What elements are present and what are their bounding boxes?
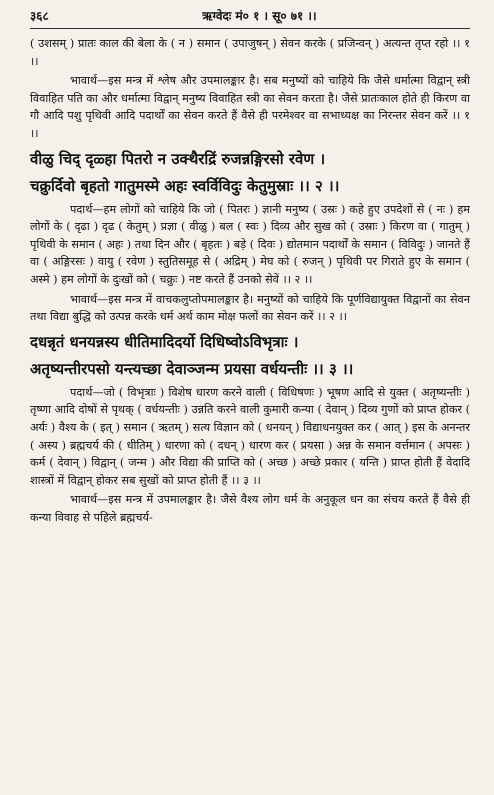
mantra-3-line-2: अतृष्यन्तीरपसो यन्त्यच्छा देवाञ्जन्म प्रयसा वर्धयन्तीः ।। ३ ।। bbox=[30, 359, 354, 378]
mantra-2-line-2: चक्रुर्दिवो बृहतो गातुमस्मे अहः स्वर्विविदुः केतुमुस्राः ।। २ ।। bbox=[30, 176, 340, 195]
padartha-2: पदार्थ—हम लोगों को चाहिये कि जो ( पितरः ) ज्ञानी मनुष्य ( उस्रः ) कहे हुए उपदेशों से ( नः ) हम लोगों के ( दृढा ) दृढ ( केतुम् ) प्रज्ञा ( वीळु ) बल ( स्वः ) दिव्य और सुख को ( उस्राः ) किरण वा ( गातुम् ) पृथिवी के समान ( अहः ) तथा दिन और ( बृहतः ) बड़े ( दिवः ) द्योतमान पदार्थों के समान ( विविदुः ) जानते हैं वा ( अङ्गिरसः ) वायु ( रवेण ) स्तुतिसमूह से ( अद्रिम् ) मेघ को ( रुजन् ) पृथिवी पर गिराते हुए के समान ( अस्मे ) हम लोगों के दुःखों को ( चक्रुः ) नष्ट करते हैं उनको सेवें ।। २ ।। bbox=[30, 202, 470, 286]
header-rule bbox=[30, 28, 470, 29]
running-title: ऋग्वेदः मं० १ । सू० ७१ ।। bbox=[202, 8, 317, 23]
bhavartha-3: भावार्थ—इस मन्त्र में उपमालङ्कार है। जैसे वैश्य लोग धर्म के अनुकूल धन का संचय करते हैं वैसे ही कन्या विवाह से पहिले ब्रह्मचर्य- bbox=[30, 493, 471, 524]
padartha-3: पदार्थ—जो ( विभृत्राः ) विशेष धारण करने वाली ( विधिषणः ) भूषण आदि से युक्त ( अतृष्यन्तीः ) तृष्णा आदि दोषों से पृथक् ( वर्धयन्तीः ) उन्नति करने वाली कुमारी कन्या ( देवान् ) दिव्य गुणों को प्राप्त होकर ( अर्यः ) वैश्य के ( इत् ) समान ( ऋतम् ) सत्य विज्ञान को ( धनयन् ) विद्याधनयुक्त कर ( आत् ) इस के अनन्तर ( अस्य ) ब्रह्मचर्य की ( धीतिम् ) धारणा को ( दधन् ) धारण कर ( प्रयसा ) अन्न के समान वर्त्तमान ( अपसः ) कर्म ( देवान् ) विद्वान् ( जन्म ) और विद्या की प्राप्ति को ( अच्छ ) अच्छे प्रकार ( यन्ति ) प्राप्त होती हैं वेदादि शास्त्रों में विद्वान् होकर सब सुखों को प्राप्त होती हैं ।। ३ ।। bbox=[30, 385, 470, 487]
bhavartha-2: भावार्थ—इस मन्त्र में वाचकलुप्तोपमालङ्कार है। मनुष्यों को चाहिये कि पूर्णविद्यायुक्त विद्वानों का सेवन तथा विद्या बुद्धि को उत्पन्न करके धर्म अर्थ काम मोक्ष फलों का सेवन करें ।। २ ।। bbox=[30, 292, 470, 324]
page-header bbox=[30, 4, 470, 26]
bhavartha-1: भावार्थ—इस मन्त्र में श्लेष और उपमालङ्कार है। सब मनुष्यों को चाहिये कि जैसे धर्मात्मा विद्वान् स्त्री विवाहित पति का और धर्मात्मा विद्वान् मनुष्य विवाहित स्त्री का सेवन करता है। जैसे प्रातःकाल होते ही किरण वा गौ आदि पशु पृथिवी आदि पदार्थों का सेवन करते हैं वैसे ही परमेश्वर वा सभाध्यक्ष का निरन्तर सेवन करें ।। १ ।। bbox=[30, 74, 470, 140]
page-number: ३६८ bbox=[30, 8, 49, 23]
padartha-continuation: ( उशसम् ) प्रातः काल की बेला के ( न ) समान ( उपाजुषन् ) सेवन करके ( प्रजिन्वन् ) अत्यन्त तृप्त रहो ।। १ ।। bbox=[30, 37, 470, 68]
mantra-3-line-1: दधन्नृतं धनयन्नस्य धीतिमादिदर्यो दिधिष्वोऽविभृत्राः । bbox=[30, 332, 299, 351]
mantra-2-line-1: वीळु चिद् दृळ्हा पितरो न उक्थैरद्रिं रुजन्नङ्गिरसो रवेण । bbox=[30, 149, 326, 168]
